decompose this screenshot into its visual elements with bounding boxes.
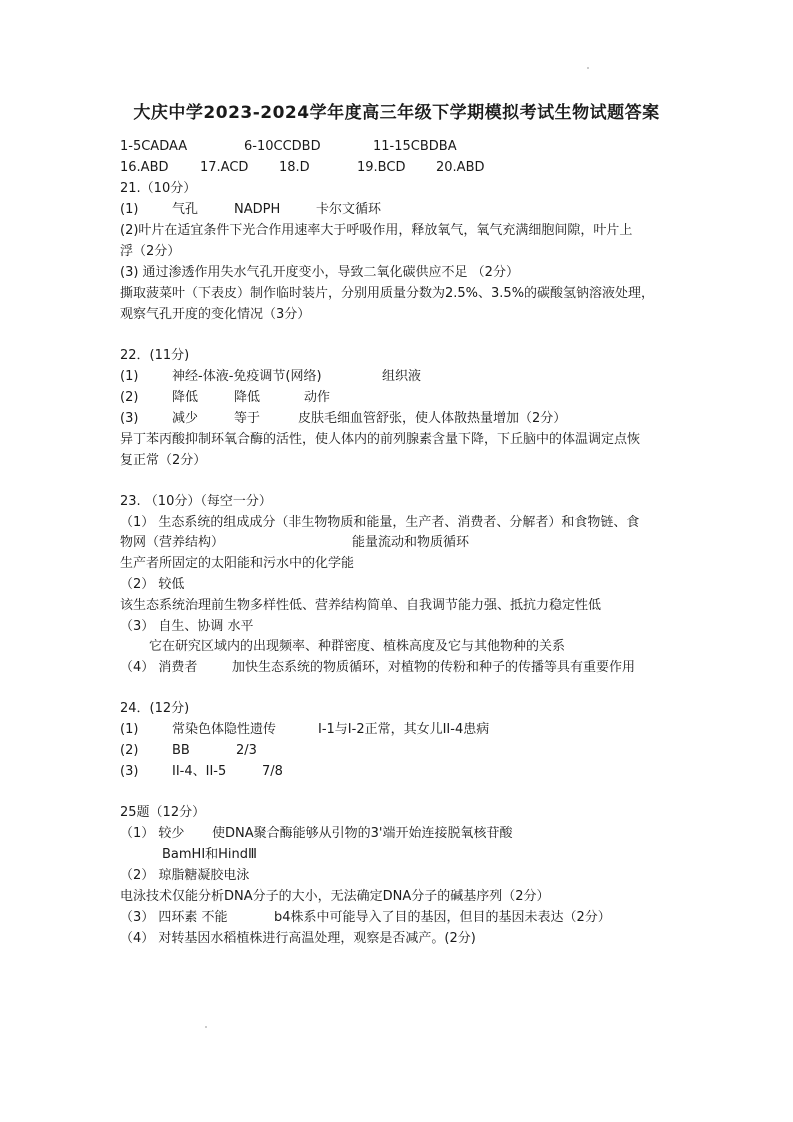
q21-4-line2: 观察气孔开度的变化情况（3分） [120,307,311,322]
q22-heading: 22．(11分) [120,348,190,363]
q24-3-a: II-4、II-5 [172,764,227,779]
q24-3-num: (3) [120,764,139,779]
q21-1-c: 卡尔文循环 [316,202,382,217]
q21-1-b: NADPH [234,202,281,217]
scan-speck [205,1026,207,1028]
mc-1-5: 1-5CADAA [120,139,188,154]
q22-3-c: 皮肤毛细血管舒张，使人体散热量增加（2分） [298,411,567,426]
q23-4-b: 加快生态系统的物质循环，对植物的传粉和种子的传播等具有重要作用 [232,660,636,675]
mc-18: 18.D [279,160,310,175]
q21-2-line1: (2)叶片在适宜条件下光合作用速率大于呼吸作用，释放氧气，氧气充满细胞间隙，叶片上 [120,223,633,238]
mc-11-15: 11-15CBDBA [373,139,457,154]
q25-heading: 25题（12分） [120,805,206,820]
page-title: 大庆中学2023-2024学年度高三年级下学期模拟考试生物试题答案 [133,103,660,123]
q22-2-b: 降低 [234,390,261,405]
q23-1-line2b: 能量流动和物质循环 [352,535,470,550]
q23-1-line1: （1） 生态系统的组成成分（非生物物质和能量，生产者、消费者、分解者）和食物链、食 [120,515,640,530]
mc-20: 20.ABD [436,160,485,175]
mc-6-10: 6-10CCDBD [244,139,321,154]
q24-heading: 24．(12分) [120,701,190,716]
q25-4: （4） 对转基因水稻植株进行高温处理，观察是否减产。(2分) [120,931,476,946]
q23-2: （2） 较低 [120,577,185,592]
q21-2-line2: 浮（2分） [120,244,181,259]
q23-1-line2a: 物网（营养结构） [120,535,225,550]
q21-1-num: (1) [120,202,139,217]
q22-1-num: (1) [120,369,139,384]
scan-speck [587,67,589,69]
q22-2-a: 降低 [172,390,199,405]
q25-2-reason: 电泳技术仅能分析DNA分子的大小，无法确定DNA分子的碱基序列（2分） [120,889,550,904]
q22-2-c: 动作 [304,390,331,405]
mc-16: 16.ABD [120,160,169,175]
q23-3: （3） 自生、协调 水平 [120,619,254,634]
q25-3-b: b4株系中可能导入了目的基因，但目的基因未表达（2分） [274,910,611,925]
q24-1-a: 常染色体隐性遗传 [172,722,277,737]
q22-1-a: 神经-体液-免疫调节(网络) [172,369,322,384]
q21-3: (3) 通过渗透作用失水气孔开度变小，导致二氧化碳供应不足 （2分） [120,265,519,280]
q24-2-b: 2/3 [236,743,257,758]
q22-3-num: (3) [120,411,139,426]
q25-1-enzymes: BamHⅠ和HindⅢ [162,847,257,862]
q22-1-b: 组织液 [382,369,422,384]
q23-1-line3: 生产者所固定的太阳能和污水中的化学能 [120,556,355,571]
q23-2-reason: 该生态系统治理前生物多样性低、营养结构简单、自我调节能力强、抵抗力稳定性低 [120,598,602,613]
q25-1-b: 使DNA聚合酶能够从引物的3'端开始连接脱氧核苷酸 [212,826,513,841]
q22-3-b: 等于 [234,411,261,426]
q21-1-a: 气孔 [172,202,199,217]
q23-3-reason: 它在研究区域内的出现频率、种群密度、植株高度及它与其他物种的关系 [149,639,566,654]
mc-17: 17.ACD [200,160,249,175]
mc-19: 19.BCD [357,160,406,175]
q25-1-a: （1） 较少 [120,826,185,841]
q21-4-line1: 撕取菠菜叶（下表皮）制作临时装片，分别用质量分数为2.5%、3.5%的碳酸氢钠溶液处理， [120,286,655,301]
q23-heading: 23. （10分）（每空一分） [120,494,272,509]
q22-4-line1: 异丁苯丙酸抑制环氧合酶的活性，使人体内的前列腺素含量下降，下丘脑中的体温调定点恢 [120,432,641,447]
q24-2-num: (2) [120,743,139,758]
q22-3-a: 减少 [172,411,199,426]
q25-3-a: （3） 四环素 不能 [120,910,228,925]
q23-4-a: （4） 消费者 [120,660,198,675]
q24-3-b: 7/8 [262,764,283,779]
q21-heading: 21.（10分） [120,181,197,196]
q22-2-num: (2) [120,390,139,405]
q25-2: （2） 琼脂糖凝胶电泳 [120,868,250,883]
q24-1-num: (1) [120,722,139,737]
q22-4-line2: 复正常（2分） [120,453,207,468]
q24-1-b: I-1与I-2正常，其女儿II-4患病 [318,722,490,737]
q24-2-a: BB [172,743,190,758]
